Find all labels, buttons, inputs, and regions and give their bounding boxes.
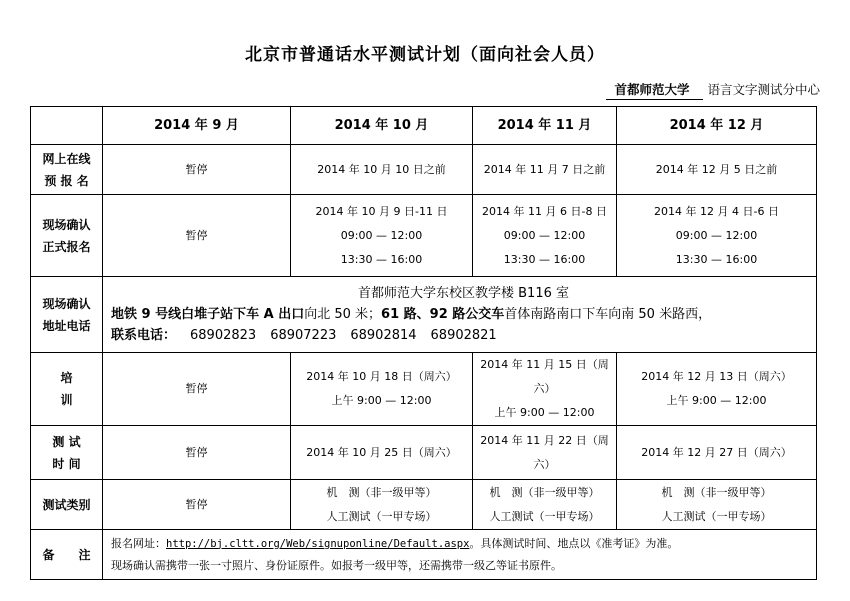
- training-sep: 暂停: [103, 353, 291, 426]
- testtime-dec: 2014 年 12 月 27 日（周六）: [617, 426, 817, 480]
- training-oct: 2014 年 10 月 18 日（周六） 上午 9:00 — 12:00: [291, 353, 473, 426]
- org-dept: 语言文字测试分中心: [707, 82, 820, 97]
- phone-line: 联系电话： 68902823 68907223 68902814 68902821: [111, 328, 497, 343]
- header-dec: 2014 年 12 月: [617, 107, 817, 145]
- header-nov: 2014 年 11 月: [473, 107, 617, 145]
- category-nov: 机 测（非一级甲等） 人工测试（一甲专场）: [473, 480, 617, 530]
- training-row: [31, 353, 817, 426]
- address-row: [31, 277, 817, 353]
- prereg-oct: 2014 年 10 月 10 日之前: [291, 145, 473, 195]
- category-label: 测试类别: [31, 480, 103, 530]
- testtime-label: 测 试 时 间: [31, 426, 103, 480]
- prereg-row: [31, 145, 817, 195]
- training-dec: 2014 年 12 月 13 日（周六） 上午 9:00 — 12:00: [617, 353, 817, 426]
- confirm-row: [31, 195, 817, 277]
- training-label: 培 训: [31, 353, 103, 426]
- address-cell: [103, 277, 817, 353]
- transit-line: 地铁 9 号线白堆子站下车 A 出口向北 50 米；61 路、92 路公交车首体南路南口下车向南 50 米路西，: [111, 307, 712, 322]
- confirm-sep: 暂停: [103, 195, 291, 277]
- notes-line-1: 报名网址：http://bj.cltt.org/Web/signuponline/Default.aspx。具体测试时间、地点以《准考证》为准。: [111, 536, 679, 550]
- testtime-row: [31, 426, 817, 480]
- confirm-label: 现场确认 正式报名: [31, 195, 103, 277]
- organization-line: [606, 80, 820, 100]
- confirm-oct: 2014 年 10 月 9 日-11 日 09:00 — 12:00 13:30 — 16:00: [291, 195, 473, 277]
- testtime-sep: 暂停: [103, 426, 291, 480]
- notes-row: [31, 530, 817, 580]
- header-sep: 2014 年 9 月: [103, 107, 291, 145]
- page-title: 北京市普通话水平测试计划（面向社会人员）: [245, 45, 605, 65]
- category-row: [31, 480, 817, 530]
- org-name: 首都师范大学: [606, 80, 703, 100]
- testtime-nov: 2014 年 11 月 22 日（周六）: [473, 426, 617, 480]
- schedule-table: [30, 106, 817, 580]
- confirm-nov: 2014 年 11 月 6 日-8 日 09:00 — 12:00 13:30 — 16:00: [473, 195, 617, 277]
- prereg-nov: 2014 年 11 月 7 日之前: [473, 145, 617, 195]
- prereg-sep: 暂停: [103, 145, 291, 195]
- category-sep: 暂停: [103, 480, 291, 530]
- notes-cell: [103, 530, 817, 580]
- prereg-label: 网上在线 预 报 名: [31, 145, 103, 195]
- notes-line-2: 现场确认需携带一张一寸照片、身份证原件。如报考一级甲等，还需携带一级乙等证书原件。: [111, 558, 562, 572]
- header-corner: [31, 107, 103, 145]
- category-oct: 机 测（非一级甲等） 人工测试（一甲专场）: [291, 480, 473, 530]
- category-dec: 机 测（非一级甲等） 人工测试（一甲专场）: [617, 480, 817, 530]
- signup-url-link[interactable]: http://bj.cltt.org/Web/signuponline/Default.aspx: [166, 537, 470, 550]
- testtime-oct: 2014 年 10 月 25 日（周六）: [291, 426, 473, 480]
- training-nov: 2014 年 11 月 15 日（周六） 上午 9:00 — 12:00: [473, 353, 617, 426]
- header-row: [31, 107, 817, 145]
- prereg-dec: 2014 年 12 月 5 日之前: [617, 145, 817, 195]
- confirm-dec: 2014 年 12 月 4 日-6 日 09:00 — 12:00 13:30 — 16:00: [617, 195, 817, 277]
- address-line: 首都师范大学东校区教学楼 B116 室: [358, 286, 569, 301]
- notes-label: 备 注: [31, 530, 103, 580]
- address-label: 现场确认 地址电话: [31, 277, 103, 353]
- header-oct: 2014 年 10 月: [291, 107, 473, 145]
